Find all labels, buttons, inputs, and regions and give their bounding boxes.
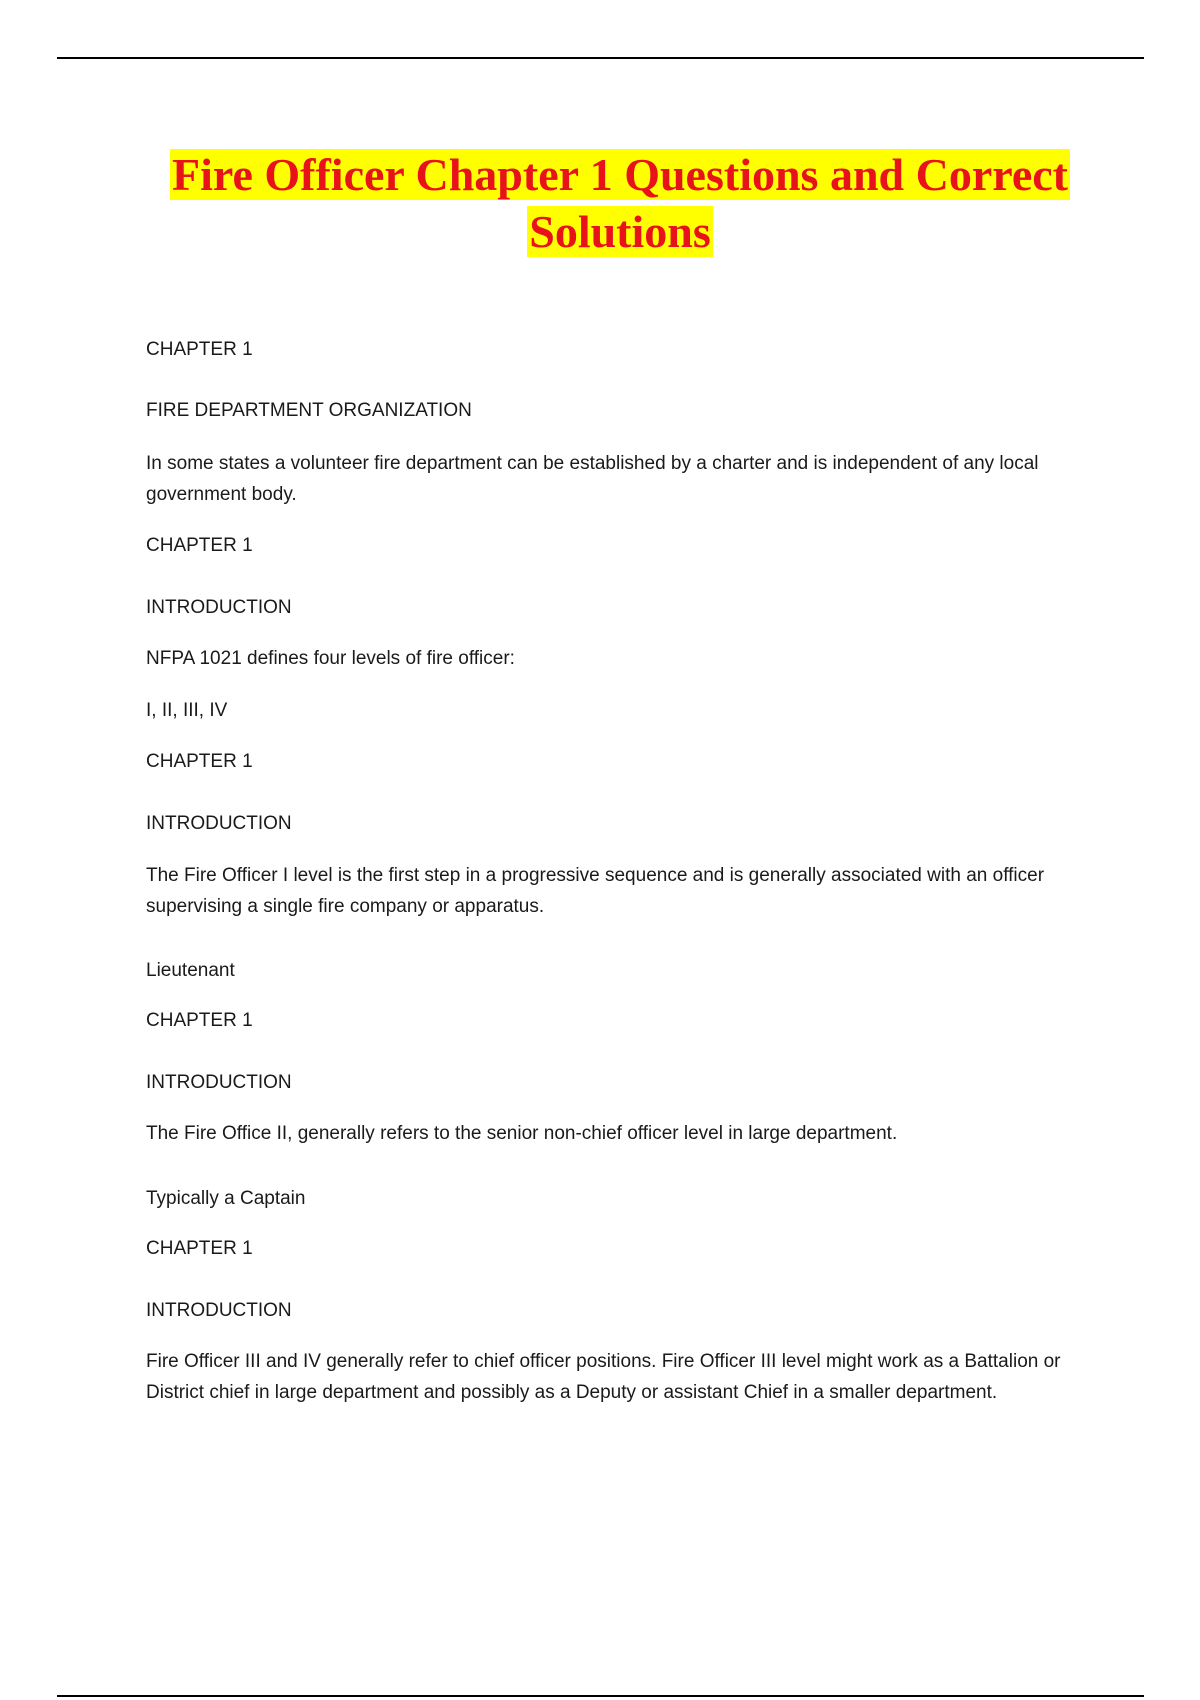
answer-text: Lieutenant [146, 960, 235, 981]
header-rule [57, 57, 1144, 59]
question-text: Fire Officer III and IV generally refer to chief officer positions. Fire Officer III level might work as a Battalion or District chief in large department and possibly as a Deputy or assistant Chief in a smaller department. [146, 1351, 1061, 1403]
section-heading: INTRODUCTION [146, 813, 292, 834]
section-label: CHAPTER 1 [146, 339, 253, 360]
footer-rule [57, 1695, 1144, 1697]
document-title [140, 146, 1100, 260]
question-text: In some states a volunteer fire department can be established by a charter and is independent of any local government body. [146, 453, 1039, 505]
answer-text: I, II, III, IV [146, 700, 228, 721]
section-label: CHAPTER 1 [146, 535, 253, 556]
section-heading: INTRODUCTION [146, 597, 292, 618]
section-label: CHAPTER 1 [146, 1010, 253, 1031]
section-heading: FIRE DEPARTMENT ORGANIZATION [146, 400, 472, 421]
title-line-1: Fire Officer Chapter 1 Questions and Correct [171, 149, 1068, 200]
section-label: CHAPTER 1 [146, 1238, 253, 1259]
question-text: The Fire Office II, generally refers to the senior non-chief officer level in large department. [146, 1123, 898, 1144]
section-heading: INTRODUCTION [146, 1300, 292, 1321]
question-text: NFPA 1021 defines four levels of fire officer: [146, 648, 515, 669]
title-line-2: Solutions [529, 206, 711, 257]
question-text: The Fire Officer I level is the first step in a progressive sequence and is generally associated with an officer supervising a single fire company or apparatus. [146, 865, 1045, 917]
section-heading: INTRODUCTION [146, 1072, 292, 1093]
section-label: CHAPTER 1 [146, 751, 253, 772]
answer-text: Typically a Captain [146, 1188, 306, 1209]
